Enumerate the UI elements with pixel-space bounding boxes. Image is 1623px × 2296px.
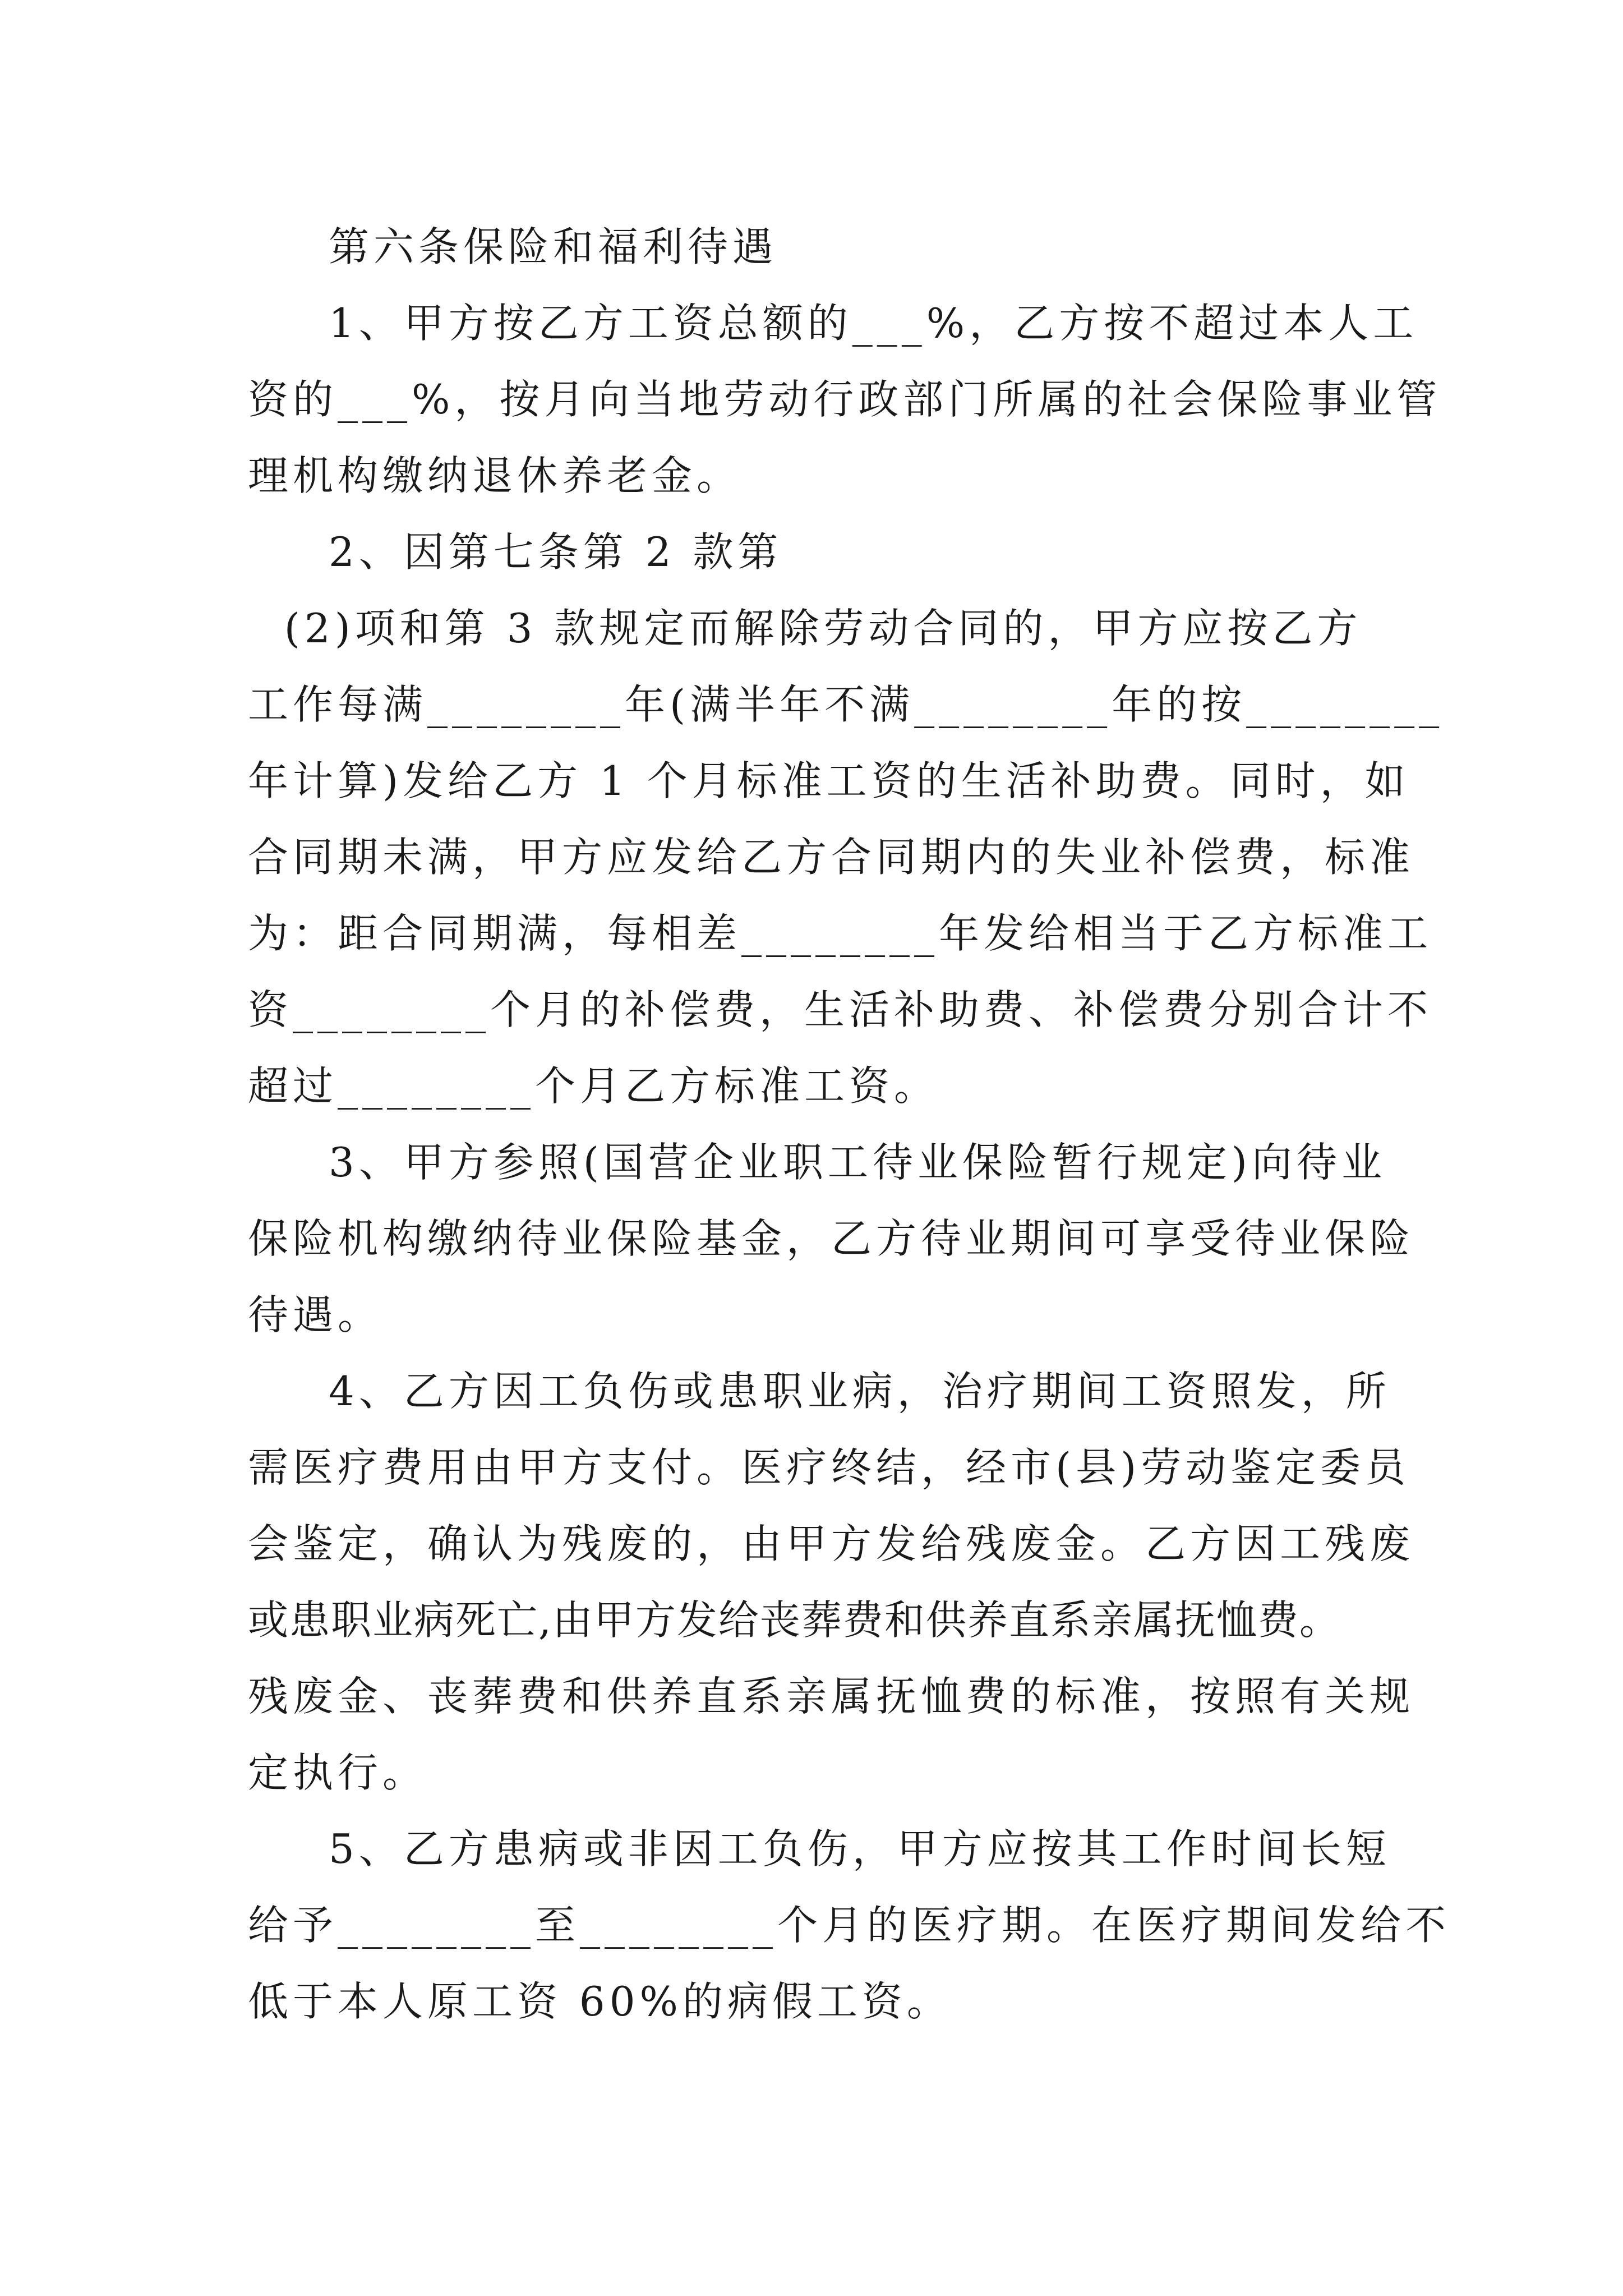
paragraph-5: [248, 1353, 1415, 1811]
paragraph-line: 或患职业病死亡,由甲方发给丧葬费和供养直系亲属抚恤费。: [248, 1596, 1341, 1644]
document-body: [248, 209, 1451, 2040]
paragraph-line: 会鉴定，确认为残废的，由甲方发给残废金。乙方因工残废: [248, 1520, 1415, 1567]
paragraph-line: 5、乙方患病或非因工负伤，甲方应按其工作时间长短: [329, 1825, 1391, 1872]
paragraph-line: 理机构缴纳退休养老金。: [248, 452, 742, 499]
paragraph-6: [248, 1811, 1451, 2040]
paragraph-line: 工作每满________年(满半年不满________年的按________: [248, 681, 1444, 728]
paragraph-4: [248, 1124, 1415, 1353]
paragraph-line: 给予________至________个月的医疗期。在医疗期间发给不: [248, 1902, 1451, 1949]
paragraph-line: 合同期未满，甲方应发给乙方合同期内的失业补偿费，标准: [248, 834, 1415, 881]
paragraph-3: [248, 590, 1444, 1124]
paragraph-line: 待遇。: [248, 1291, 383, 1338]
paragraph-line: 3、甲方参照(国营企业职工待业保险暂行规定)向待业: [329, 1139, 1386, 1186]
paragraph-line: 年计算)发给乙方 1 个月标准工资的生活补助费。同时，如: [248, 757, 1410, 804]
paragraph-line: 资________个月的补偿费，生活补助费、补偿费分别合计不: [248, 986, 1433, 1033]
paragraph-line: 1、甲方按乙方工资总额的___%，乙方按不超过本人工: [329, 300, 1418, 347]
article-heading: [248, 209, 1381, 285]
paragraph-1: [248, 285, 1442, 514]
paragraph-line: 资的___%，按月向当地劳动行政部门所属的社会保险事业管: [248, 376, 1442, 423]
paragraph-line: 2、因第七条第 2 款第: [329, 528, 783, 576]
paragraph-line: (2)项和第 3 款规定而解除劳动合同的，甲方应按乙方: [284, 605, 1362, 652]
paragraph-line: 超过________个月乙方标准工资。: [248, 1062, 939, 1110]
paragraph-line: 4、乙方因工负伤或患职业病，治疗期间工资照发，所: [329, 1368, 1391, 1415]
paragraph-line: 为：距合同期满，每相差________年发给相当于乙方标准工: [248, 910, 1433, 957]
heading-line: 第六条保险和福利待遇: [329, 223, 778, 270]
paragraph-line: 定执行。: [248, 1749, 428, 1796]
paragraph-line: 需医疗费用由甲方支付。医疗终结，经市(县)劳动鉴定委员: [248, 1444, 1410, 1491]
paragraph-line: 残废金、丧葬费和供养直系亲属抚恤费的标准，按照有关规: [248, 1673, 1415, 1720]
paragraph-2: [248, 514, 1381, 590]
paragraph-line: 保险机构缴纳待业保险基金，乙方待业期间可享受待业保险: [248, 1215, 1415, 1262]
paragraph-line: 低于本人原工资 60%的病假工资。: [248, 1978, 952, 2025]
